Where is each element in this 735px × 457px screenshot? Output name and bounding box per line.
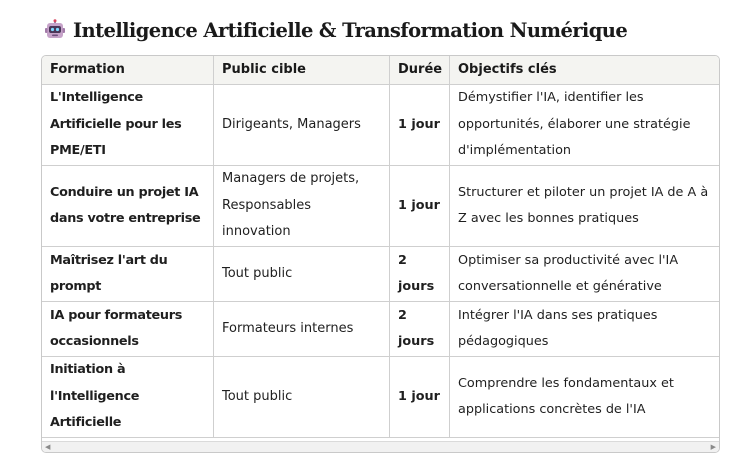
table-row [42, 166, 721, 247]
table-row [42, 247, 721, 302]
header-duree: Durée [390, 56, 450, 85]
cell-formation: IA pour formateurs occasionnels [42, 302, 214, 357]
training-table-container[interactable] [41, 55, 720, 453]
cell-formation: L'Intelligence Artificielle pour les PME/ETI [42, 85, 214, 166]
table-header-row [42, 56, 721, 85]
table-row [42, 357, 721, 438]
scroll-right-arrow-icon[interactable]: ▶ [710, 443, 716, 451]
cell-objectifs: Structurer et piloter un projet IA de A à Z avec les bonnes pratiques [450, 166, 721, 247]
robot-icon [44, 19, 66, 41]
cell-objectifs: Comprendre les fondamentaux et applications concrètes de l'IA [450, 357, 721, 438]
horizontal-scrollbar[interactable] [42, 441, 719, 452]
cell-duree: 2 jours [390, 247, 450, 302]
section-heading [44, 15, 627, 45]
header-objectifs: Objectifs clés [450, 56, 721, 85]
cell-public: Formateurs internes [214, 302, 390, 357]
cell-public: Dirigeants, Managers [214, 85, 390, 166]
header-formation: Formation [42, 56, 214, 85]
section-title: Intelligence Artificielle & Transformation Numérique [73, 18, 628, 42]
cell-public: Tout public [214, 357, 390, 438]
cell-formation: Conduire un projet IA dans votre entreprise [42, 166, 214, 247]
header-public-cible: Public cible [214, 56, 390, 85]
cell-objectifs: Optimiser sa productivité avec l'IA conversationnelle et générative [450, 247, 721, 302]
cell-objectifs: Démystifier l'IA, identifier les opportunités, élaborer une stratégie d'implémentation [450, 85, 721, 166]
cell-duree: 1 jour [390, 357, 450, 438]
cell-duree: 1 jour [390, 85, 450, 166]
training-table [41, 55, 720, 438]
cell-duree: 2 jours [390, 302, 450, 357]
cell-public: Managers de projets, Responsables innovation [214, 166, 390, 247]
table-row [42, 85, 721, 166]
cell-duree: 1 jour [390, 166, 450, 247]
scroll-left-arrow-icon[interactable]: ◀ [45, 443, 51, 451]
table-row [42, 302, 721, 357]
cell-public: Tout public [214, 247, 390, 302]
cell-objectifs: Intégrer l'IA dans ses pratiques pédagogiques [450, 302, 721, 357]
cell-formation: Initiation à l'Intelligence Artificielle [42, 357, 214, 438]
cell-formation: Maîtrisez l'art du prompt [42, 247, 214, 302]
